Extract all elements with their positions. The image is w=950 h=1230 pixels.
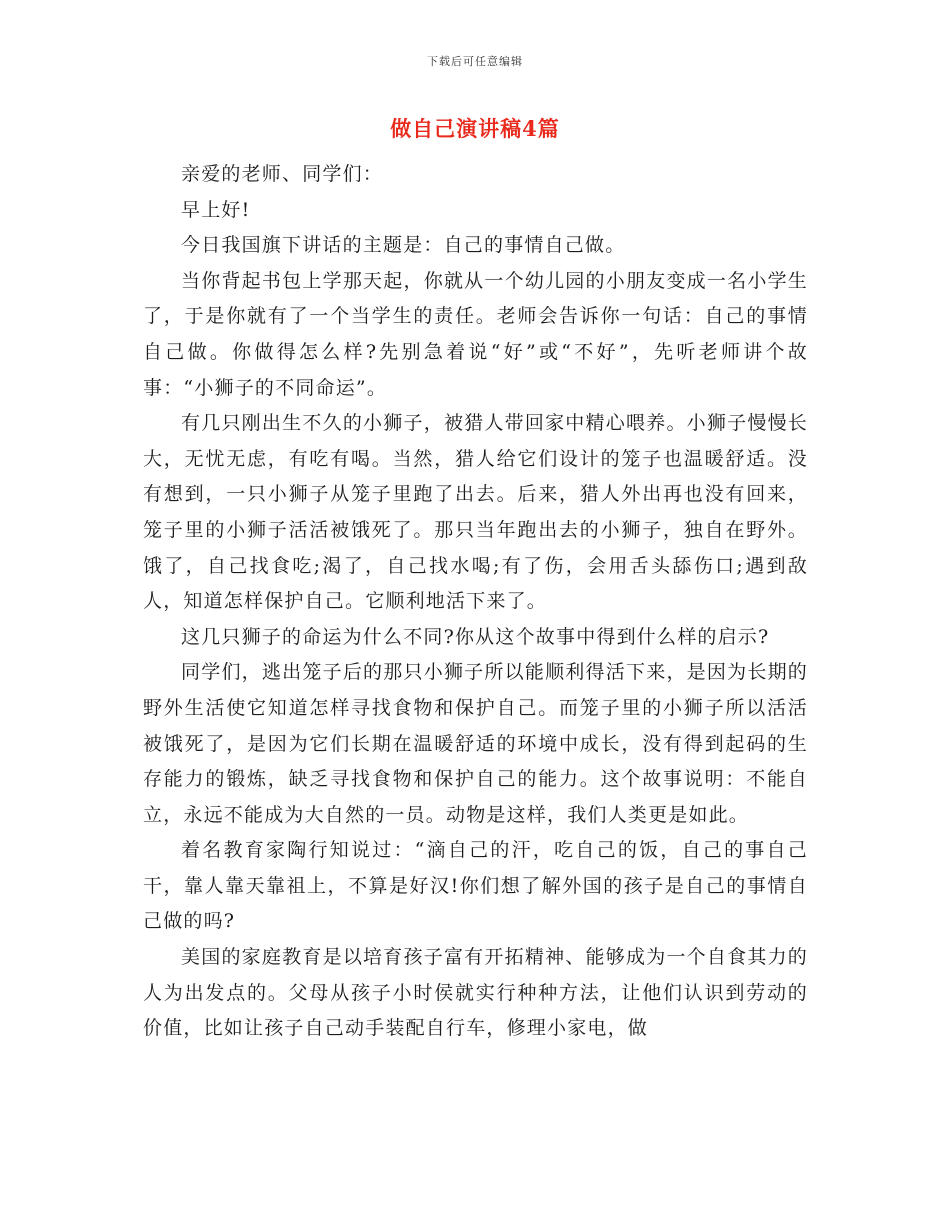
- paragraph-intro: 当你背起书包上学那天起，你就从一个幼儿园的小朋友变成一名小学生了，于是你就有了一个当学生的责任。老师会告诉你一句话：自己的事情自己做。你做得怎么样?先别急着说“好”或“不好”，先听老师讲个故事：“小狮子的不同命运”。: [143, 269, 808, 399]
- header-note: 下载后可任意编辑: [427, 55, 523, 68]
- paragraph-american-education: 美国的家庭教育是以培育孩子富有开拓精神、能够成为一个自食其力的人为出发点的。父母从孩子小时侯就实行种种方法，让他们认识到劳动的价值，比如让孩子自己动手装配自行车，修理小家电，做: [143, 946, 808, 1040]
- paragraph-greeting: 亲爱的老师、同学们：: [181, 163, 384, 185]
- paragraph-topic: 今日我国旗下讲话的主题是：自己的事情自己做。: [181, 234, 626, 257]
- document-body: [143, 157, 808, 1047]
- paragraph-quote: 着名教育家陶行知说过：“滴自己的汗，吃自己的饭，自己的事自己干，靠人靠天靠祖上，不算是好汉!你们想了解外国的孩子是自己的事情自己做的吗?: [143, 839, 808, 933]
- paragraph-good-morning: 早上好!: [181, 198, 251, 221]
- paragraph-question: 这几只狮子的命运为什么不同?你从这个故事中得到什么样的启示?: [181, 625, 770, 648]
- paragraph-lesson: 同学们，逃出笼子后的那只小狮子所以能顺利得活下来，是因为长期的野外生活使它知道怎样寻找食物和保护自己。而笼子里的小狮子所以活活被饿死了，是因为它们长期在温暖舒适的环境中成长，没有得到起码的生存能力的锻炼，缺乏寻找食物和保护自己的能力。这个故事说明：不能自立，永远不能成为大自然的一员。动物是这样，我们人类更是如此。: [143, 661, 808, 826]
- document-title: 做自己演讲稿4篇: [390, 116, 560, 141]
- paragraph-lion-story: 有几只刚出生不久的小狮子，被猎人带回家中精心喂养。小狮子慢慢长大，无忧无虑，有吃有喝。当然，猎人给它们设计的笼子也温暖舒适。没有想到，一只小狮子从笼子里跑了出去。后来，猎人外出再也没有回来，笼子里的小狮子活活被饿死了。那只当年跑出去的小狮子，独自在野外。饿了，自己找食吃;渴了，自己找水喝;有了伤，会用舌头舔伤口;遇到敌人，知道怎样保护自己。它顺利地活下来了。: [143, 412, 808, 613]
